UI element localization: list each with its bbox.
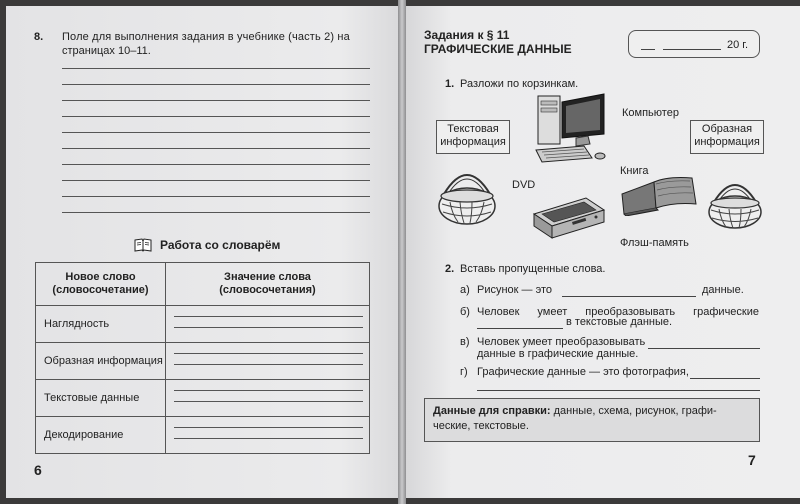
- section-subtitle: ГРАФИЧЕСКИЕ ДАННЫЕ: [424, 42, 572, 56]
- book-label: Книга: [620, 165, 649, 177]
- task1-text: Разложи по корзинкам.: [460, 78, 579, 90]
- task2b-line1: Человек умеет преобразовывать графические: [477, 306, 759, 318]
- task2c-line2: данные в графические данные.: [477, 348, 639, 360]
- task8-text-line1: Поле для выполнения задания в учебнике (часть 2) на: [62, 31, 350, 43]
- section-title: Задания к § 11: [424, 28, 510, 42]
- task2a-part2: данные.: [702, 284, 744, 296]
- task2d-text: Графические данные — это фотография,: [477, 366, 689, 378]
- task2a-label: а): [460, 284, 470, 296]
- task2d-blank-2[interactable]: [477, 390, 760, 391]
- reference-box: [424, 398, 760, 442]
- table-row: [36, 380, 370, 417]
- task2c-line1: Человек умеет преобразовывать: [477, 336, 646, 348]
- task2a-part1: Рисунок — это: [477, 284, 553, 296]
- page-number-right: 7: [748, 452, 756, 468]
- dvd-label: DVD: [512, 179, 536, 191]
- task8-number: 8.: [34, 31, 44, 43]
- dvd-drive-icon[interactable]: [528, 192, 608, 247]
- dictionary-term: Наглядность: [36, 306, 166, 343]
- task1-number: 1.: [445, 78, 455, 90]
- dictionary-term: Образная информация: [36, 343, 166, 380]
- dictionary-table: [35, 262, 370, 454]
- basket-label-image: Образная информация: [690, 120, 764, 154]
- date-suffix: 20 г.: [727, 39, 749, 51]
- table-row: [36, 417, 370, 454]
- book-gutter: [398, 0, 406, 504]
- dictionary-col1-header: Новое слово (словосочетание): [36, 263, 166, 306]
- open-book-icon[interactable]: [620, 174, 700, 221]
- task2d-label: г): [460, 366, 468, 378]
- dictionary-col2-header: Значение слова (словосочетания): [166, 263, 370, 306]
- task2-number: 2.: [445, 263, 455, 275]
- reference-label: Данные для справки:: [433, 405, 551, 417]
- basket-icon[interactable]: [436, 162, 498, 233]
- task8-text-line2: страницах 10–11.: [62, 45, 151, 57]
- table-row: [36, 306, 370, 343]
- task2b-blank[interactable]: [477, 328, 563, 329]
- computer-label: Компьютер: [622, 107, 679, 119]
- dictionary-meaning-field[interactable]: [166, 343, 370, 380]
- basket-label-text: Текстовая информация: [436, 120, 510, 154]
- reference-text-1: данные, схема, рисунок, графи-: [553, 405, 717, 417]
- task2-text: Вставь пропущенные слова.: [460, 263, 606, 275]
- task2b-line2: в текстовые данные.: [566, 316, 673, 328]
- basket-icon[interactable]: [706, 172, 764, 237]
- table-row: [36, 343, 370, 380]
- dictionary-meaning-field[interactable]: [166, 417, 370, 454]
- dictionary-term: Текстовые данные: [36, 380, 166, 417]
- dictionary-meaning-field[interactable]: [166, 306, 370, 343]
- dictionary-term: Декодирование: [36, 417, 166, 454]
- computer-icon[interactable]: [532, 88, 612, 171]
- date-field[interactable]: [628, 30, 760, 58]
- task2c-blank[interactable]: [648, 348, 760, 349]
- task2d-blank[interactable]: [690, 378, 760, 379]
- dictionary-heading: Работа со словарём: [160, 238, 281, 252]
- book-icon: [134, 238, 152, 257]
- task2a-blank[interactable]: [562, 296, 696, 297]
- reference-text-2: ческие, текстовые.: [433, 420, 529, 432]
- page-number-left: 6: [34, 462, 42, 478]
- task2b-label: б): [460, 306, 470, 318]
- flash-label: Флэш-память: [620, 237, 689, 249]
- dictionary-meaning-field[interactable]: [166, 380, 370, 417]
- task2c-label: в): [460, 336, 470, 348]
